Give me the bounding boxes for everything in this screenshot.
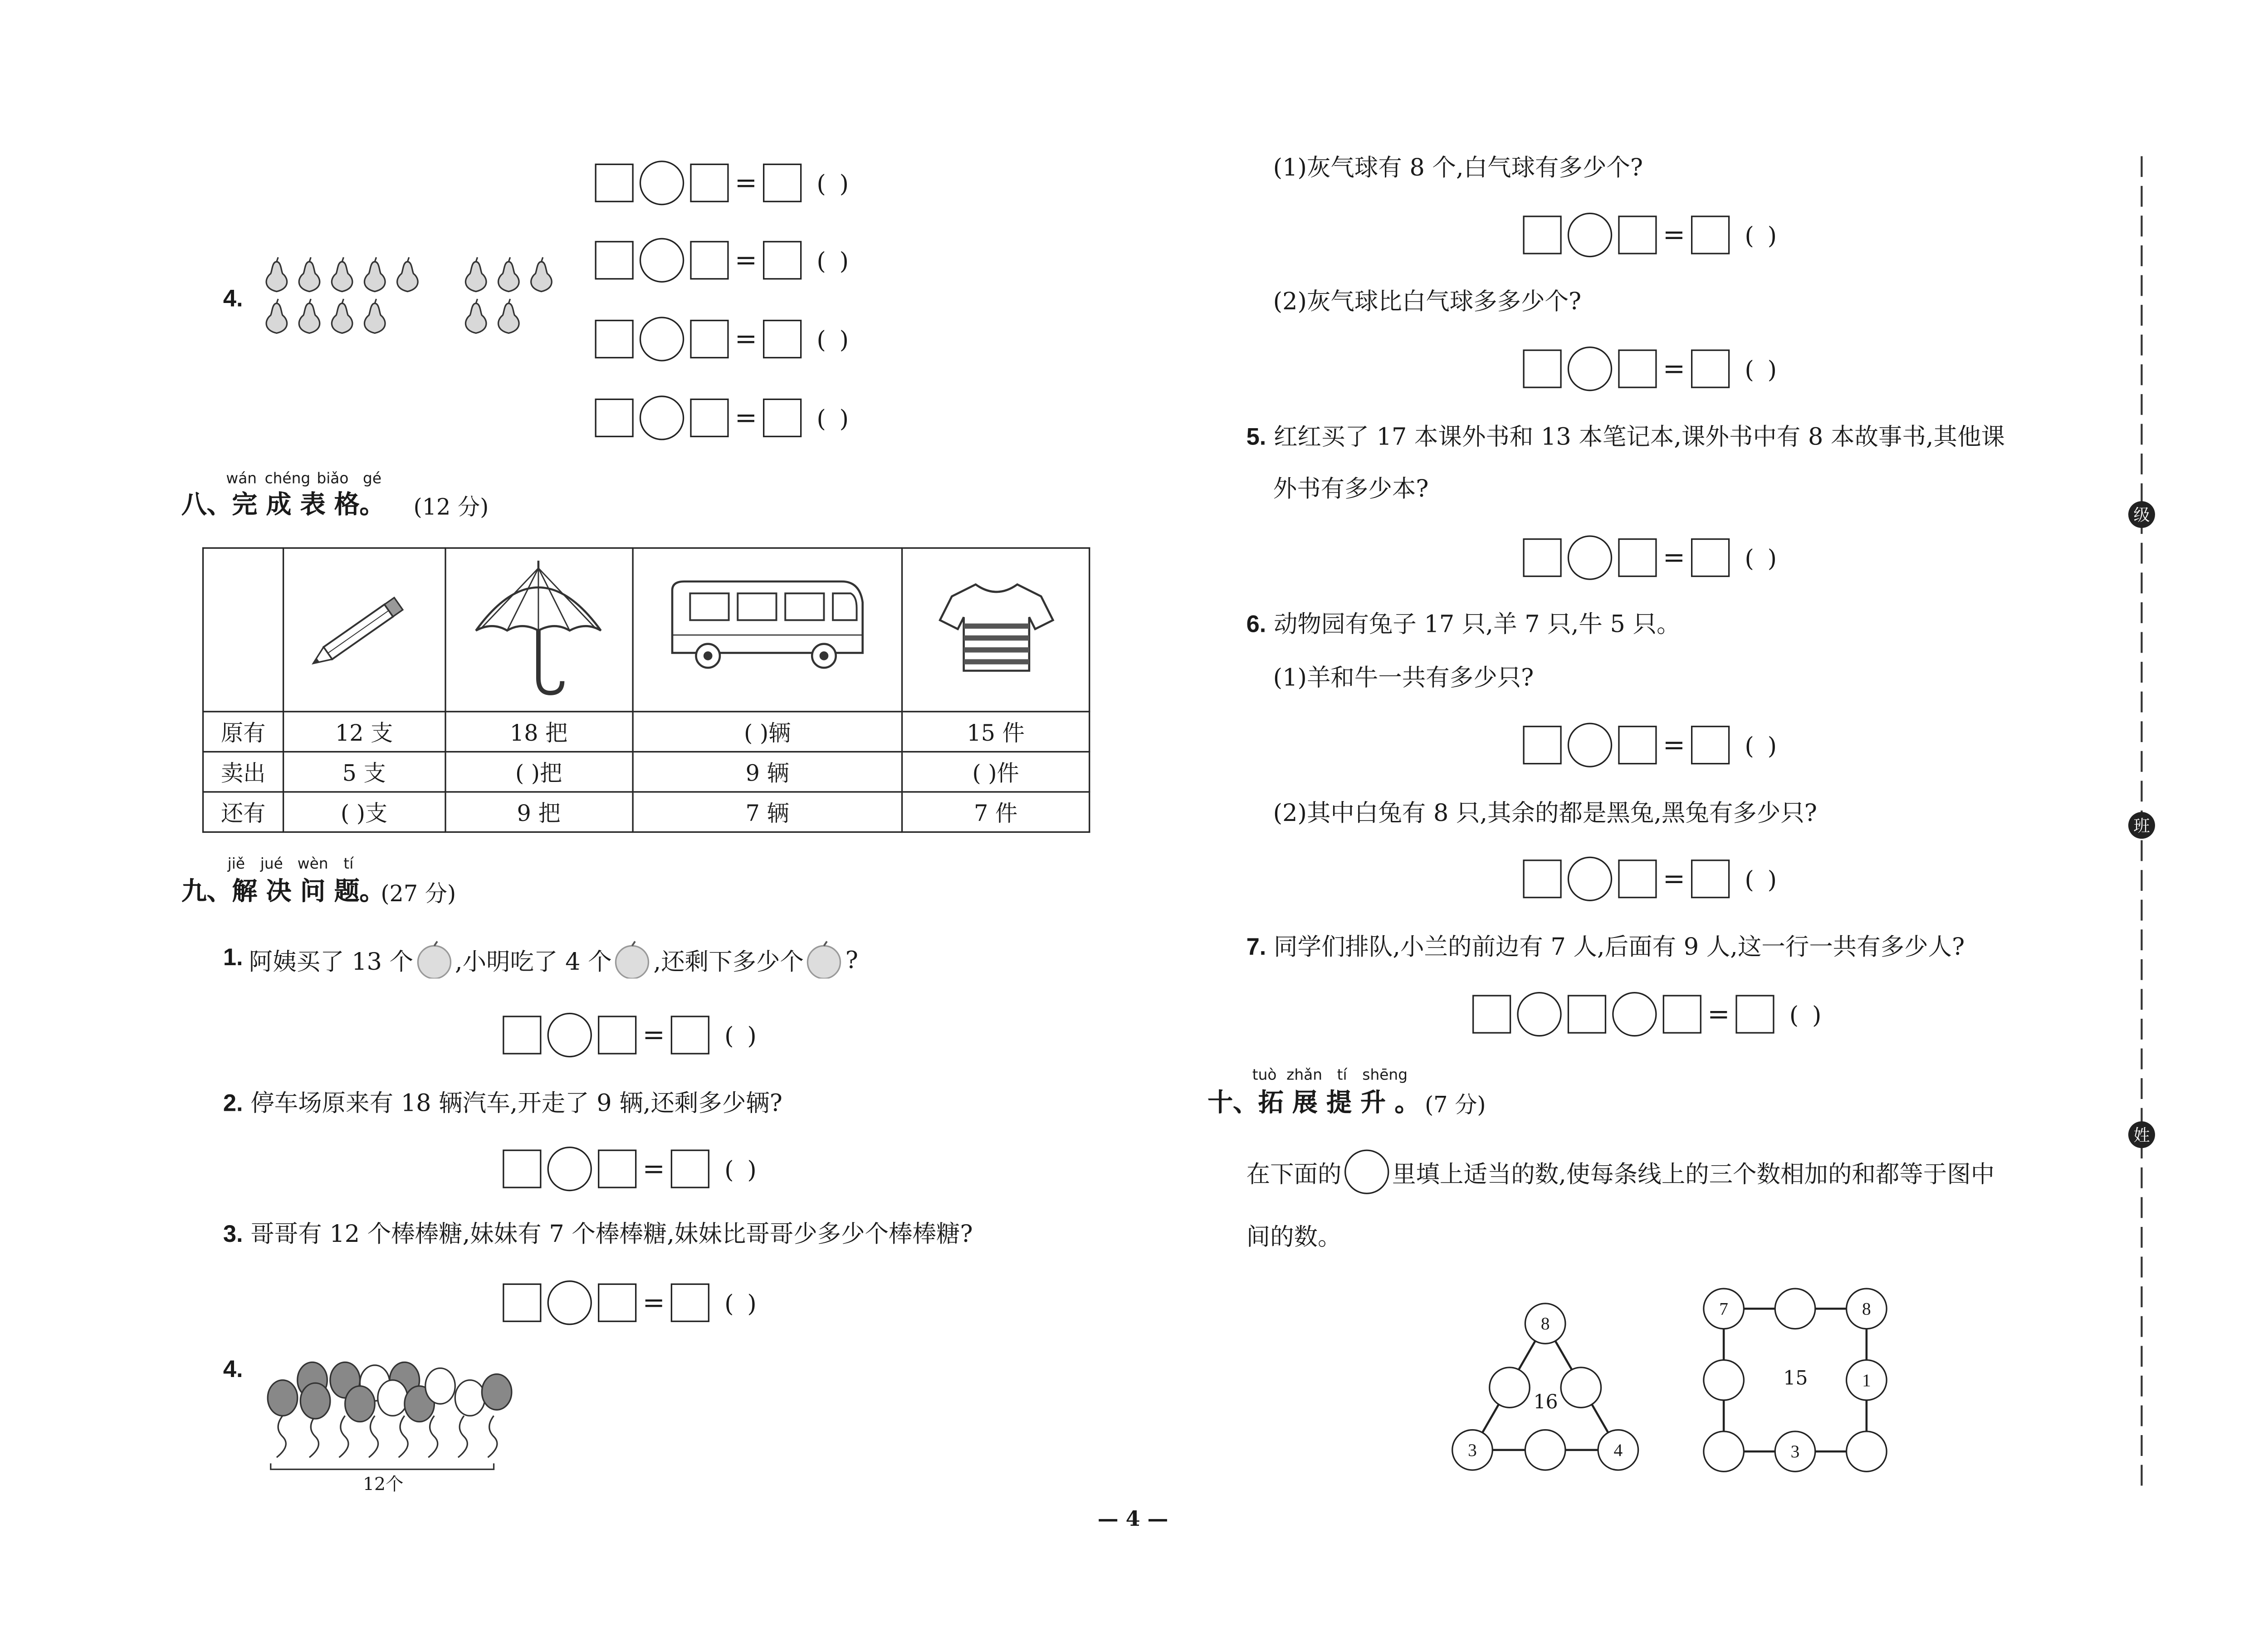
bus-icon	[663, 575, 871, 679]
question-number: 4.	[223, 1358, 243, 1383]
bracket	[271, 1463, 494, 1469]
table-cell-blank[interactable]: ( )辆	[633, 712, 902, 752]
unit-blank[interactable]: ( )	[1745, 864, 1780, 893]
unit-blank[interactable]: ( )	[724, 1021, 760, 1050]
square-blank-node[interactable]	[1774, 1288, 1816, 1329]
question-4-sub1: (1)灰气球有 8 个,白气球有多少个?	[1273, 153, 1643, 182]
equation-row-long	[1472, 992, 1824, 1036]
question-text: 同学们排队,小兰的前边有 7 人,后面有 9 人,这一行一共有多少人?	[1274, 932, 1965, 961]
balloon-gray	[345, 1386, 375, 1422]
answer-box[interactable]	[1523, 350, 1561, 388]
question-6	[1246, 610, 1681, 641]
table-cell: 5 支	[284, 752, 445, 792]
operator-circle[interactable]	[640, 161, 684, 205]
equation-row	[1523, 535, 1779, 580]
apple-icon	[413, 940, 455, 978]
pear-icon	[266, 299, 385, 333]
balloon-gray	[300, 1383, 330, 1419]
answer-box[interactable]	[1663, 995, 1701, 1034]
item-bus	[633, 548, 902, 712]
instruction-text: 里填上适当的数,使每条线上的三个数相加的和都等于图中	[1392, 1159, 1995, 1188]
unit-blank[interactable]: ( )	[1745, 220, 1780, 249]
operator-circle[interactable]	[640, 396, 684, 440]
pinyin: jué	[260, 856, 283, 873]
umbrella-icon	[464, 556, 613, 698]
pinyin: zhǎn	[1286, 1068, 1323, 1084]
operator-circle[interactable]	[547, 1147, 592, 1191]
operator-circle[interactable]	[1568, 723, 1612, 767]
pinyin: gé	[363, 471, 382, 488]
balloon-white	[425, 1368, 455, 1404]
answer-box[interactable]	[595, 164, 634, 202]
section-score: (7 分)	[1425, 1091, 1486, 1118]
balloon-white	[378, 1380, 408, 1416]
operator-circle[interactable]	[1568, 213, 1612, 257]
question-9-3	[223, 1220, 973, 1251]
table-cell: 15 件	[902, 712, 1090, 752]
equation-row	[503, 1280, 759, 1325]
equals-sign: =	[734, 323, 758, 355]
answer-box[interactable]	[1691, 350, 1730, 388]
unit-blank[interactable]: ( )	[724, 1289, 760, 1317]
answer-box[interactable]	[598, 1016, 636, 1054]
equals-sign: =	[1662, 353, 1686, 385]
answer-box[interactable]	[763, 241, 802, 279]
table-corner	[203, 548, 284, 712]
item-umbrella	[445, 548, 633, 712]
equals-sign: =	[642, 1153, 665, 1185]
triangle-blank-node[interactable]	[1525, 1429, 1566, 1471]
unit-blank[interactable]: ( )	[724, 1154, 760, 1183]
equation-row	[595, 317, 852, 361]
margin-mark-name: 姓	[2128, 1121, 2155, 1148]
table-cell: 9 辆	[633, 752, 902, 792]
answer-box[interactable]	[690, 241, 728, 279]
equals-sign: =	[642, 1019, 665, 1051]
answer-box[interactable]	[503, 1016, 541, 1054]
answer-box[interactable]	[1618, 726, 1657, 764]
pear-icon	[266, 257, 418, 291]
question-text: 哥哥有 12 个棒棒糖,妹妹有 7 个棒棒糖,妹妹比哥哥少多少个棒棒糖?	[250, 1219, 973, 1248]
answer-box[interactable]	[1736, 995, 1774, 1034]
pears-illustration	[256, 250, 553, 345]
shirt-icon	[936, 575, 1055, 679]
answer-box[interactable]	[1691, 726, 1730, 764]
answer-box[interactable]	[598, 1150, 636, 1188]
question-number: 6.	[1246, 612, 1266, 638]
equals-sign: =	[1662, 729, 1686, 761]
answer-box[interactable]	[1523, 726, 1561, 764]
answer-box[interactable]	[595, 399, 634, 437]
square-top-left-node: 7	[1703, 1288, 1745, 1329]
section10-instruction	[1246, 1150, 1995, 1194]
pinyin: wán	[226, 471, 257, 488]
question-7	[1246, 933, 1965, 964]
answer-box[interactable]	[1618, 860, 1657, 898]
operator-circle[interactable]	[640, 317, 684, 361]
answer-box[interactable]	[1523, 538, 1561, 577]
answer-box[interactable]	[1523, 860, 1561, 898]
pinyin: tí	[1337, 1068, 1347, 1084]
pear-icon	[465, 257, 552, 291]
question-number: 3.	[223, 1222, 243, 1248]
answer-box[interactable]	[763, 164, 802, 202]
question-6-sub1: (1)羊和牛一共有多少只?	[1273, 663, 1534, 692]
unit-blank[interactable]: ( )	[1789, 1000, 1825, 1029]
operator-circle[interactable]	[547, 1280, 592, 1325]
equation-row	[503, 1147, 759, 1191]
row-label: 还有	[203, 792, 284, 832]
instruction-text: 在下面的	[1246, 1159, 1342, 1188]
operator-circle[interactable]	[547, 1013, 592, 1057]
triangle-bottom-left-node: 3	[1452, 1429, 1493, 1471]
balloon-gray	[268, 1380, 298, 1416]
operator-circle[interactable]	[640, 238, 684, 283]
section-title: 十、拓 展 提 升 。	[1207, 1089, 1420, 1118]
triangle-puzzle	[1449, 1300, 1642, 1478]
item-pencil	[284, 548, 445, 712]
table-row	[203, 752, 1090, 792]
triangle-blank-node[interactable]	[1560, 1367, 1602, 1408]
section-score: (12 分)	[413, 493, 489, 521]
square-center-number: 15	[1783, 1368, 1808, 1391]
instruction-text: 间的数。	[1246, 1222, 1342, 1251]
unit-blank[interactable]: ( )	[1745, 731, 1780, 759]
answer-box[interactable]	[598, 1284, 636, 1322]
equals-sign: =	[1662, 542, 1686, 573]
table-cell: 7 辆	[633, 792, 902, 832]
table-row	[203, 792, 1090, 832]
answer-box[interactable]	[763, 399, 802, 437]
answer-box[interactable]	[690, 320, 728, 358]
unit-blank[interactable]: ( )	[816, 404, 852, 432]
question-text: 外书有多少本?	[1273, 474, 1429, 503]
question-6-sub2: (2)其中白兔有 8 只,其余的都是黑兔,黑兔有多少只?	[1273, 798, 1817, 827]
section-score: (27 分)	[381, 880, 456, 908]
row-label: 原有	[203, 712, 284, 752]
square-bottom-mid-node: 3	[1774, 1431, 1816, 1472]
square-blank-node[interactable]	[1846, 1431, 1887, 1472]
square-right-mid-node: 1	[1846, 1359, 1887, 1401]
question-text: 动物园有兔子 17 只,羊 7 只,牛 5 只。	[1274, 610, 1681, 638]
operator-circle[interactable]	[1612, 992, 1657, 1036]
question-text: 红红买了 17 本课外书和 13 本笔记本,课外书中有 8 本故事书,其他课	[1274, 422, 2005, 451]
equation-row	[1523, 723, 1779, 767]
inventory-table	[202, 547, 1090, 833]
question-4-sub2: (2)灰气球比白气球多多少个?	[1273, 287, 1582, 316]
pinyin: biǎo	[317, 471, 349, 488]
question-9-1	[223, 940, 858, 978]
answer-box[interactable]	[690, 399, 728, 437]
equation-row	[595, 396, 852, 440]
table-cell: 18 把	[445, 712, 633, 752]
operator-circle[interactable]	[1517, 992, 1561, 1036]
triangle-top-node: 8	[1525, 1303, 1566, 1344]
operator-circle[interactable]	[1568, 347, 1612, 391]
table-cell-blank[interactable]: ( )把	[445, 752, 633, 792]
question-number: 5.	[1246, 425, 1266, 451]
equation-row	[1523, 347, 1779, 391]
pinyin: shēng	[1362, 1068, 1408, 1084]
pinyin: tí	[343, 856, 354, 873]
table-cell: 9 把	[445, 792, 633, 832]
answer-box[interactable]	[763, 320, 802, 358]
square-puzzle	[1700, 1288, 1893, 1475]
section-title: 八、完 成 表 格。	[181, 491, 385, 521]
pinyin: tuò	[1252, 1068, 1277, 1084]
answer-box[interactable]	[1691, 538, 1730, 577]
circle-symbol	[1344, 1150, 1389, 1194]
equals-sign: =	[642, 1287, 665, 1319]
unit-blank[interactable]: ( )	[816, 325, 852, 353]
question-text: 阿姨买了 13 个	[249, 946, 414, 975]
equation-row	[595, 161, 852, 205]
question-number: 4.	[223, 287, 243, 313]
table-cell-blank[interactable]: ( )件	[902, 752, 1090, 792]
question-number: 2.	[223, 1091, 243, 1117]
triangle-blank-node[interactable]	[1489, 1367, 1530, 1408]
question-text: ?	[845, 945, 858, 973]
table-row	[203, 712, 1090, 752]
equation-row	[1523, 857, 1779, 901]
equals-sign: =	[1707, 998, 1730, 1030]
answer-box[interactable]	[1691, 860, 1730, 898]
equation-row	[595, 238, 852, 283]
answer-box[interactable]	[595, 320, 634, 358]
question-number: 1.	[223, 946, 243, 972]
square-top-right-node: 8	[1846, 1288, 1887, 1329]
unit-blank[interactable]: ( )	[1745, 354, 1780, 383]
answer-box[interactable]	[595, 241, 634, 279]
apple-icon	[612, 940, 654, 978]
equation-row	[503, 1013, 759, 1057]
answer-box[interactable]	[671, 1284, 709, 1322]
triangle-center-number: 16	[1533, 1392, 1558, 1415]
margin-mark-grade: 班	[2128, 812, 2155, 839]
margin-mark-class: 级	[2128, 501, 2155, 528]
pencil-icon	[305, 575, 424, 679]
table-cell: 12 支	[284, 712, 445, 752]
answer-box[interactable]	[671, 1016, 709, 1054]
equals-sign: =	[1662, 863, 1686, 895]
answer-box[interactable]	[1472, 995, 1511, 1034]
answer-box[interactable]	[1618, 538, 1657, 577]
equals-sign: =	[734, 167, 758, 199]
row-label: 卖出	[203, 752, 284, 792]
triangle-bottom-right-node: 4	[1597, 1429, 1639, 1471]
answer-box[interactable]	[1523, 215, 1561, 254]
pinyin: wèn	[297, 856, 328, 873]
apple-icon	[804, 940, 846, 978]
answer-box[interactable]	[1568, 995, 1606, 1034]
operator-circle[interactable]	[1568, 857, 1612, 901]
equals-sign: =	[734, 244, 758, 276]
equals-sign: =	[734, 402, 758, 434]
equals-sign: =	[1662, 219, 1686, 251]
balloon-white	[455, 1380, 485, 1416]
pinyin: chéng	[264, 471, 311, 488]
table-cell-blank[interactable]: ( )支	[284, 792, 445, 832]
answer-box[interactable]	[690, 164, 728, 202]
answer-box[interactable]	[1618, 350, 1657, 388]
bracket-label: 12个	[363, 1474, 404, 1495]
unit-blank[interactable]: ( )	[816, 169, 852, 197]
question-text: ,小明吃了 4 个	[455, 946, 612, 975]
square-blank-node[interactable]	[1703, 1431, 1745, 1472]
item-shirt	[902, 548, 1090, 712]
question-number: 7.	[1246, 935, 1266, 961]
answer-box[interactable]	[1618, 215, 1657, 254]
question-text: ,还剩下多少个	[653, 946, 804, 975]
table-cell: 7 件	[902, 792, 1090, 832]
answer-box[interactable]	[1691, 215, 1730, 254]
pinyin: jiě	[227, 856, 245, 873]
question-9-2	[223, 1089, 782, 1120]
equation-row	[1523, 213, 1779, 257]
question-text: 停车场原来有 18 辆汽车,开走了 9 辆,还剩多少辆?	[250, 1089, 782, 1117]
unit-blank[interactable]: ( )	[1745, 543, 1780, 572]
unit-blank[interactable]: ( )	[816, 246, 852, 274]
section-title: 九、解 决 问 题。	[181, 877, 385, 908]
page-number: — 4 —	[1097, 1508, 1168, 1532]
balloon-gray	[482, 1374, 512, 1410]
answer-box[interactable]	[671, 1150, 709, 1188]
square-blank-node[interactable]	[1703, 1359, 1745, 1401]
answer-box[interactable]	[503, 1284, 541, 1322]
answer-box[interactable]	[503, 1150, 541, 1188]
pear-icon	[465, 299, 519, 333]
question-5	[1246, 422, 2005, 454]
operator-circle[interactable]	[1568, 535, 1612, 580]
